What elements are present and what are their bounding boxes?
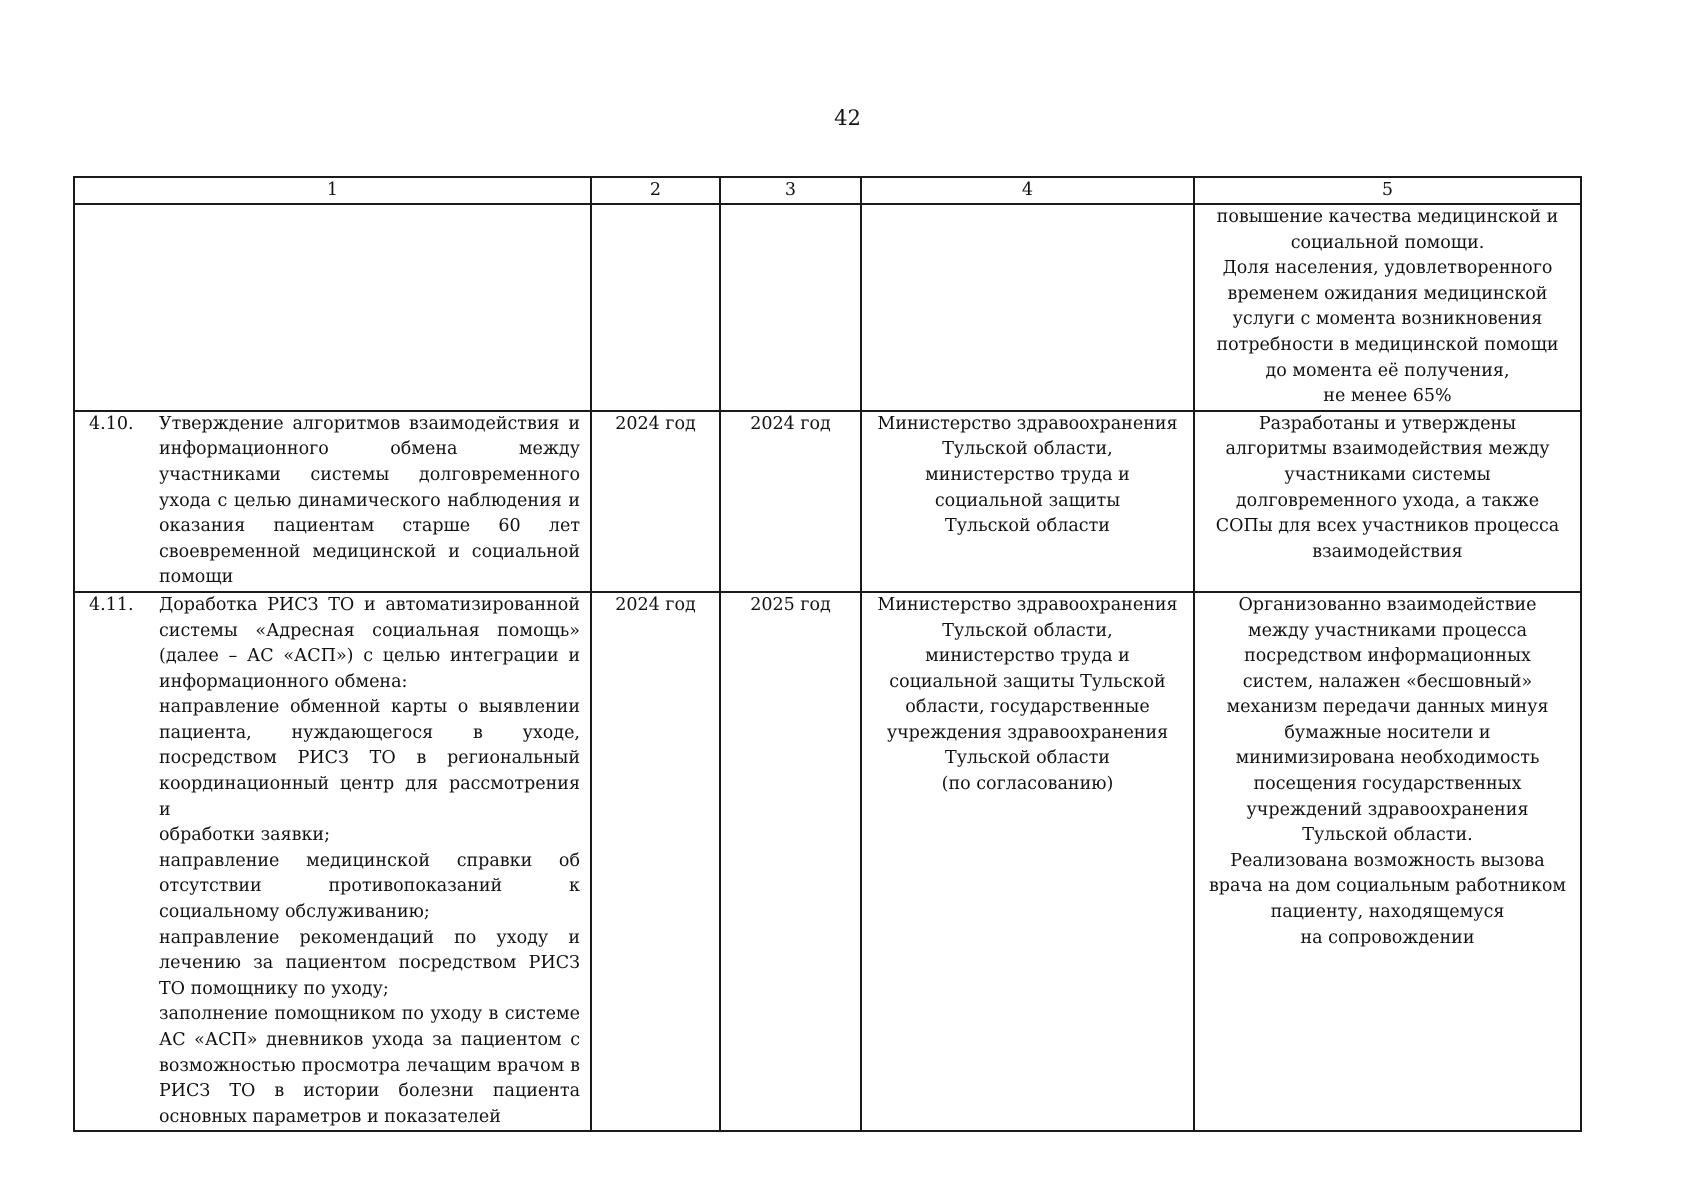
task-line: АС «АСП» дневников ухода за пациентом с (159, 1030, 580, 1050)
result-line: повышение качества медицинской и (1216, 207, 1559, 227)
executor-line: учреждения здравоохранения (886, 722, 1169, 743)
result-line: между участниками процесса (1247, 620, 1528, 641)
page-number: 42 (834, 106, 861, 130)
task-line: своевременной медицинской и социальной (159, 541, 580, 562)
result-line: социальной помощи. (1290, 232, 1485, 253)
task-cell (74, 411, 591, 592)
task-line: Утверждение алгоритмов взаимодействия и (159, 413, 580, 434)
task-line: системы «Адресная социальная помощь» (159, 620, 580, 641)
executor-line: (по согласованию) (941, 774, 1114, 795)
result-line: временем ожидания медицинской (1227, 283, 1548, 304)
activities-table (73, 176, 1582, 1132)
task-line: (далее – АС «АСП») с целью интеграции и (159, 646, 580, 667)
executor-line: Тульской области (945, 748, 1110, 769)
start-date: 2024 год (591, 411, 720, 592)
task-line: направление рекомендаций по уходу и (159, 927, 580, 948)
result-line: на сопровождении (1300, 927, 1475, 948)
task-line: отсутствии противопоказаний к (159, 876, 580, 897)
result-line: врача на дом социальным работником (1208, 876, 1567, 897)
column-number-1: 1 (74, 177, 591, 204)
task-description (159, 412, 580, 591)
result-line: бумажные носители и (1284, 722, 1491, 743)
executor-line: Министерство здравоохранения (877, 413, 1178, 434)
column-number-5: 5 (1194, 177, 1581, 204)
result-text (1205, 593, 1570, 951)
executor-text (872, 593, 1183, 798)
executor-line: Министерство здравоохранения (877, 594, 1178, 615)
result-line: Организованно взаимодействие (1238, 594, 1537, 615)
column-number-4: 4 (861, 177, 1194, 204)
executor-line: министерство труда и (925, 464, 1130, 485)
task-line: информационного обмена: (159, 671, 408, 692)
task-line: направление обменной карты о выявлении (159, 697, 580, 718)
result-line: посещения государственных (1253, 774, 1522, 795)
executor-text (872, 412, 1183, 540)
task-line: заполнение помощником по уходу в системе (159, 1004, 580, 1025)
task-line: лечению за пациентом посредством РИСЗ (159, 953, 580, 974)
task-number: 4.10. (89, 413, 134, 434)
task-line: участниками системы долговременного (159, 464, 580, 485)
executor-line: области, государственные (905, 697, 1150, 718)
task-line: направление медицинской справки об (159, 850, 580, 871)
task-line: Доработка РИСЗ ТО и автоматизированной (159, 594, 580, 615)
task-line: посредством РИСЗ ТО в региональный (159, 748, 580, 769)
continuation-row (74, 204, 1581, 411)
task-line: возможностью просмотра лечащим врачом в (159, 1055, 580, 1076)
continuation-executor-cell (861, 204, 1194, 411)
task-line: основных параметров и показателей (159, 1106, 501, 1127)
result-line: участниками системы (1284, 464, 1491, 485)
result-line: потребности в медицинской помощи (1216, 334, 1559, 355)
result-cell (1194, 411, 1581, 592)
executor-line: Тульской области, (942, 439, 1113, 460)
task-line: помощи (159, 567, 234, 588)
result-cell (1194, 592, 1581, 1131)
result-line: СОПы для всех участников процесса (1215, 516, 1560, 537)
task-description (159, 593, 580, 1130)
table-row (74, 411, 1581, 592)
result-line: услуги с момента возникновения (1232, 309, 1543, 330)
task-line: обработки заявки; (159, 825, 330, 846)
continuation-end-cell (720, 204, 861, 411)
executor-line: министерство труда и (925, 646, 1130, 667)
result-line: взаимодействия (1312, 541, 1463, 562)
result-line: учреждений здравоохранения (1246, 799, 1529, 820)
result-line: Тульской области. (1302, 825, 1473, 846)
task-line: координационный центр для рассмотрения и (159, 774, 580, 820)
result-line: систем, налажен «бесшовный» (1242, 671, 1533, 692)
result-line: Реализована возможность вызова (1230, 850, 1545, 871)
task-line: РИСЗ ТО в истории болезни пациента (159, 1081, 580, 1102)
end-date: 2025 год (720, 592, 861, 1131)
task-cell (74, 592, 591, 1131)
result-line: пациенту, находящемуся (1270, 902, 1505, 923)
result-line: Доля населения, удовлетворенного (1222, 258, 1553, 279)
continuation-result-cell (1194, 204, 1581, 411)
task-line: оказания пациентам старше 60 лет (159, 516, 580, 537)
result-line: Разработаны и утверждены (1258, 413, 1517, 434)
result-line: алгоритмы взаимодействия между (1225, 439, 1550, 460)
task-line: ухода с целью динамического наблюдения и (159, 490, 580, 511)
executor-cell (861, 411, 1194, 592)
continuation-task-cell (74, 204, 591, 411)
task-line: ТО помощнику по уходу; (159, 978, 389, 999)
column-number-2: 2 (591, 177, 720, 204)
executor-line: Тульской области, (942, 620, 1113, 641)
task-number: 4.11. (89, 594, 134, 615)
task-line: социальному обслуживанию; (159, 902, 430, 923)
start-date: 2024 год (591, 592, 720, 1131)
task-line: пациента, нуждающегося в уходе, (159, 722, 580, 743)
result-text (1205, 412, 1570, 566)
result-line: до момента её получения, (1265, 360, 1510, 381)
result-line: посредством информационных (1244, 646, 1531, 667)
result-line: долговременного ухода, а также (1235, 490, 1540, 511)
executor-line: социальной защиты (934, 490, 1121, 511)
result-line: не менее 65% (1323, 386, 1452, 407)
task-line: информационного обмена между (159, 439, 580, 460)
executor-cell (861, 592, 1194, 1131)
continuation-start-cell (591, 204, 720, 411)
executor-line: социальной защиты Тульской (889, 671, 1166, 692)
column-numbers-row (74, 177, 1581, 204)
result-line: механизм передачи данных минуя (1226, 697, 1549, 718)
table-row (74, 592, 1581, 1131)
executor-line: Тульской области (945, 516, 1110, 537)
end-date: 2024 год (720, 411, 861, 592)
column-number-3: 3 (720, 177, 861, 204)
result-line: минимизирована необходимость (1235, 748, 1540, 769)
